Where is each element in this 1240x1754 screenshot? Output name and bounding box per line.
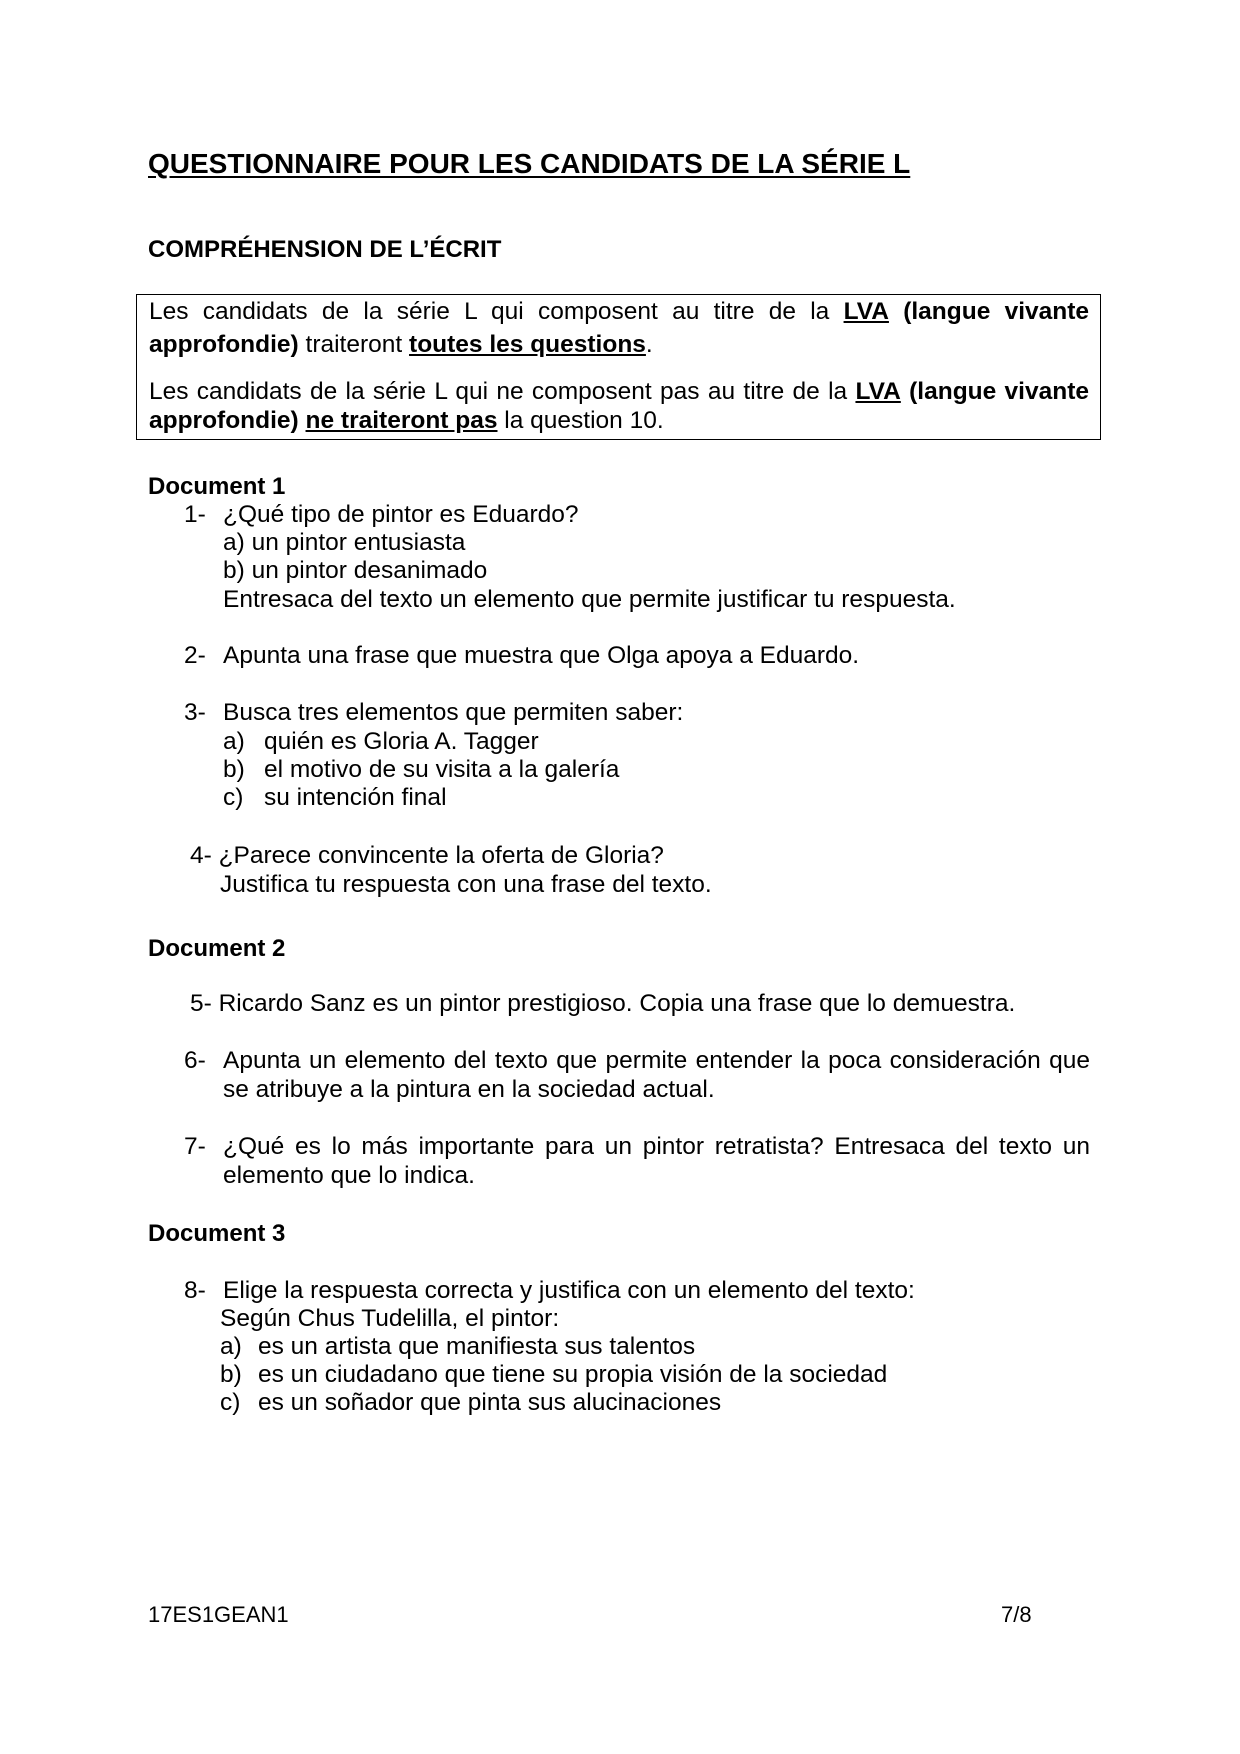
footer-page-number: 7/8 — [1001, 1602, 1032, 1627]
question-1-option-a: a) un pintor entusiasta — [223, 529, 466, 556]
question-6-number: 6- — [184, 1047, 206, 1074]
section-heading: COMPRÉHENSION DE L’ÉCRIT — [148, 236, 502, 263]
question-8-text-cont: Según Chus Tudelilla, el pintor: — [220, 1305, 560, 1332]
question-6-text-cont: se atribuye a la pintura en la sociedad actual. — [223, 1076, 715, 1103]
question-8-option-letter: b) — [220, 1361, 242, 1388]
document-3-heading: Document 3 — [148, 1220, 286, 1247]
instructions-box — [136, 294, 1101, 440]
document-2-heading: Document 2 — [148, 935, 286, 962]
question-3-option-text: el motivo de su visita a la galería — [264, 756, 620, 783]
document-1-heading: Document 1 — [148, 473, 286, 500]
page-title: QUESTIONNAIRE POUR LES CANDIDATS DE LA SÉRIE L — [148, 148, 911, 179]
question-8-option-letter: a) — [220, 1333, 242, 1360]
question-3-option-letter: b) — [223, 756, 245, 783]
question-4-text: 4- ¿Parece convincente la oferta de Gloria? — [190, 842, 664, 869]
question-1-option-b: b) un pintor desanimado — [223, 557, 488, 584]
question-1-text: ¿Qué tipo de pintor es Eduardo? — [223, 501, 579, 528]
question-8-option-letter: c) — [220, 1389, 241, 1416]
question-3-option-text: su intención final — [264, 784, 447, 811]
question-2-text: Apunta una frase que muestra que Olga apoya a Eduardo. — [223, 642, 860, 669]
question-2-number: 2- — [184, 642, 206, 669]
question-3-option-text: quién es Gloria A. Tagger — [264, 728, 539, 755]
question-8-number: 8- — [184, 1277, 206, 1304]
question-8-option-text: es un ciudadano que tiene su propia visión de la sociedad — [258, 1361, 888, 1388]
question-6-text: Apunta un elemento del texto que permite entender la poca consideración que — [223, 1047, 1090, 1074]
footer-code: 17ES1GEAN1 — [148, 1602, 289, 1627]
question-3-number: 3- — [184, 699, 206, 726]
question-8-text: Elige la respuesta correcta y justifica con un elemento del texto: — [223, 1277, 915, 1304]
question-8-option-text: es un soñador que pinta sus alucinaciones — [258, 1389, 722, 1416]
instruction-paragraph-2: Les candidats de la série L qui ne composent pas au titre de la LVA (langue vivante approfondie) ne traiteront pas la question 10. — [149, 378, 1089, 434]
question-4-justify: Justifica tu respuesta con una frase del texto. — [220, 871, 712, 898]
question-3-option-letter: c) — [223, 784, 244, 811]
question-1-number: 1- — [184, 501, 206, 528]
question-7-text: ¿Qué es lo más importante para un pintor retratista? Entresaca del texto un — [223, 1133, 1090, 1160]
question-5-text: 5- Ricardo Sanz es un pintor prestigioso. Copia una frase que lo demuestra. — [190, 990, 1016, 1017]
question-3-option-letter: a) — [223, 728, 245, 755]
question-7-text-cont: elemento que lo indica. — [223, 1162, 475, 1189]
question-1-justify: Entresaca del texto un elemento que permite justificar tu respuesta. — [223, 586, 956, 613]
question-7-number: 7- — [184, 1133, 206, 1160]
question-3-text: Busca tres elementos que permiten saber: — [223, 699, 684, 726]
instruction-paragraph-1: Les candidats de la série L qui composent au titre de la LVA (langue vivante approfondie) traiteront toutes les questions. — [149, 298, 1090, 358]
question-8-option-text: es un artista que manifiesta sus talentos — [258, 1333, 696, 1360]
